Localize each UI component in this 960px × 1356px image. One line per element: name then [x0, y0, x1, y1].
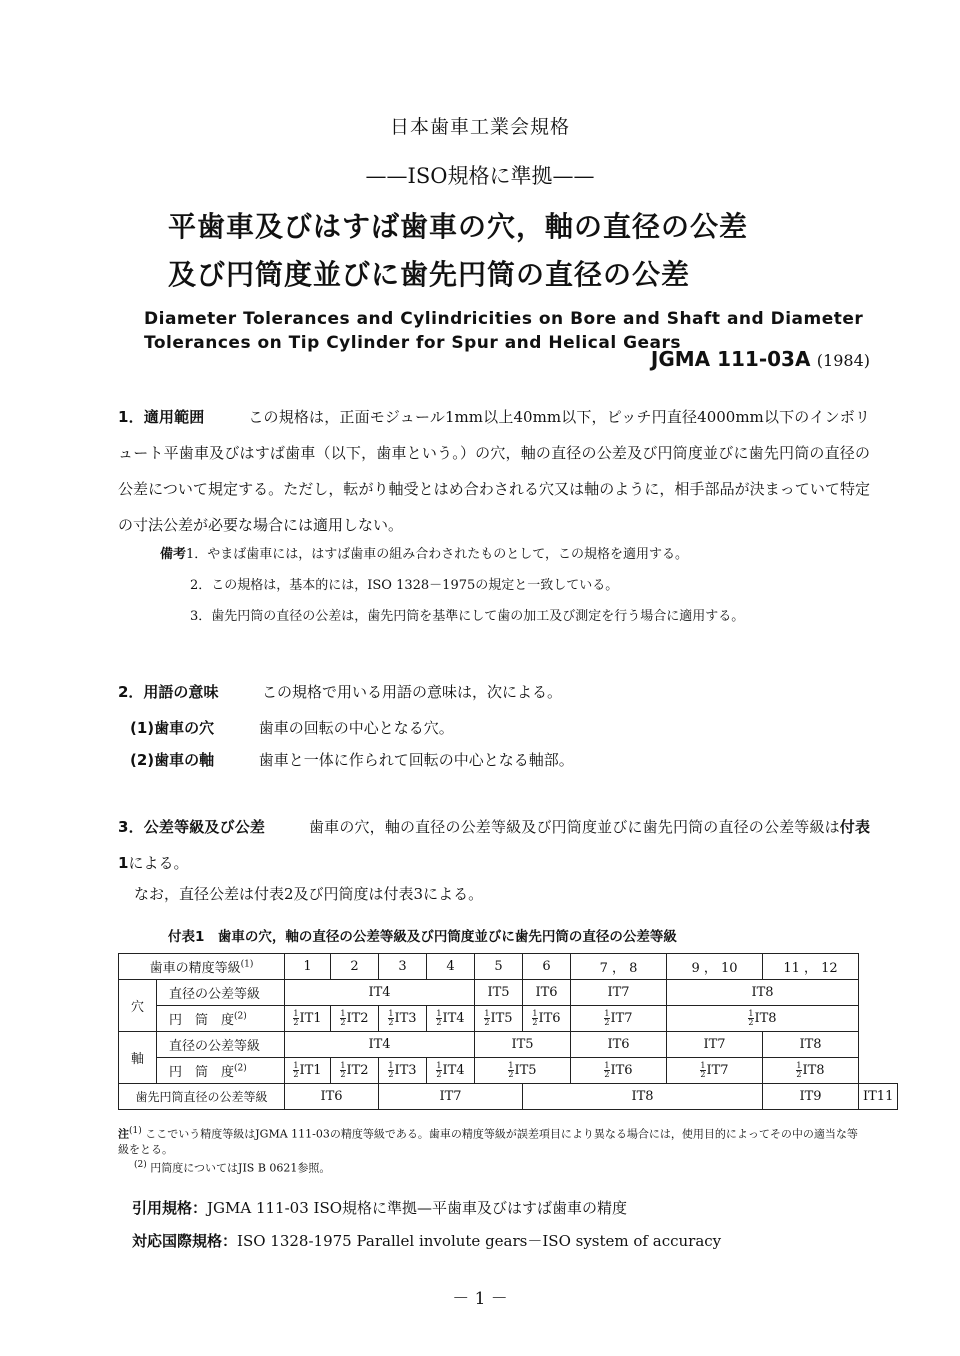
table-cell: $\frac{1}{2}$ IT6	[523, 1006, 571, 1032]
tolerance-table	[118, 953, 898, 1110]
section-3-heading: 3．公差等級及び公差	[118, 818, 266, 836]
document-number	[651, 347, 870, 371]
grade-cell: 3	[379, 954, 427, 980]
section-1-note-1	[160, 543, 688, 562]
table-cell: $\frac{1}{2}$ IT3	[379, 1006, 427, 1032]
table-cell: IT6	[571, 1032, 667, 1058]
international-standard-label: 対応国際規格：	[132, 1232, 238, 1250]
table-cell: $\frac{1}{2}$ IT1	[285, 1006, 331, 1032]
footnote-2-text: 円筒度についてはJIS B 0621参照。	[150, 1161, 331, 1175]
table-cell: $\frac{1}{2}$ IT8	[667, 1006, 859, 1032]
term-2	[130, 749, 574, 770]
grade-cell: 6	[523, 954, 571, 980]
table-cell: $\frac{1}{2}$ IT4	[427, 1006, 475, 1032]
footnote-1: 注$^{(1)}$ ここでいう精度等級はJGMA 111-03の精度等級である。歯車の精度等級が誤差項目により異なる場合には，使用目的によってその中の適当な等級をとる。	[118, 1126, 858, 1156]
table-cell: IT4	[285, 1032, 475, 1058]
section-3-text-2: なお，直径公差は付表2及び円筒度は付表3による。	[134, 885, 484, 903]
grade-cell: 9 ， 10	[667, 954, 763, 980]
table-cell: $\frac{1}{2}$ IT7	[571, 1006, 667, 1032]
table-cell: $\frac{1}{2}$ IT2	[331, 1006, 379, 1032]
footnote-2: $^{(2)}$ 円筒度についてはJIS B 0621参照。	[134, 1160, 331, 1175]
diameter-label: 直径の公差等級	[157, 980, 285, 1006]
grade-cell: 2	[331, 954, 379, 980]
cited-standards	[132, 1197, 627, 1218]
table-cell: IT7	[379, 1084, 523, 1110]
tip-label: 歯先円筒直径の公差等級	[119, 1084, 285, 1110]
section-1-note-2: 2．この規格は，基本的には，ISO 1328－1975の規定と一致している。	[190, 578, 619, 593]
notes-label: 備考	[160, 547, 187, 562]
table-cell: $\frac{1}{2}$ IT1	[285, 1058, 331, 1084]
title-english-line-1: Diameter Tolerances and Cylindricities on Bore and Shaft and Diameter	[144, 309, 864, 329]
international-standard-text: ISO 1328-1975 Parallel involute gears－ISO system of accuracy	[237, 1232, 722, 1250]
table-cell: $\frac{1}{2}$ IT8	[763, 1058, 859, 1084]
title-japanese-line-1: 平歯車及びはすば歯車の穴，軸の直径の公差	[168, 210, 749, 243]
title-english-line-2: Tolerances on Tip Cylinder for Spur and Helical Gears	[144, 333, 682, 353]
cylindricity-label: 円 筒 度$^{(2)}$	[157, 1006, 285, 1032]
organization-name: 日本歯車工業会規格	[389, 116, 570, 138]
table-cell: IT4	[285, 980, 475, 1006]
section-1-note-3: 3．歯先円筒の直径の公差は，歯先円筒を基準にして歯の加工及び測定を行う場合に適用する。	[190, 609, 745, 624]
term-2-label: (2)歯車の軸	[130, 751, 215, 769]
hole-diameter-row	[119, 980, 898, 1006]
table-cell: $\frac{1}{2}$ IT7	[667, 1058, 763, 1084]
table-cell: IT5	[475, 1032, 571, 1058]
grade-cell: 7 ， 8	[571, 954, 667, 980]
table-cell: IT8	[667, 980, 859, 1006]
term-2-definition: 歯車と一体に作られて回転の中心となる軸部。	[258, 751, 574, 769]
section-2-heading: 2．用語の意味	[118, 683, 219, 701]
diameter-label: 直径の公差等級	[157, 1032, 285, 1058]
table-cell: $\frac{1}{2}$ IT4	[427, 1058, 475, 1084]
table-cell: $\frac{1}{2}$ IT5	[475, 1058, 571, 1084]
iso-compliance-line: ——ISO規格に準拠——	[365, 164, 595, 188]
footnote-1-text: ここでいう精度等級はJGMA 111-03の精度等級である。歯車の精度等級が誤差項目により異なる場合には，使用目的によってその中の適当な等級をとる。	[118, 1127, 858, 1156]
grade-cell: 11 ， 12	[763, 954, 859, 980]
grade-cell: 4	[427, 954, 475, 980]
title-japanese-line-2: 及び円筒度並びに歯先円筒の直径の公差	[168, 258, 691, 291]
note-text: 1．やまば歯車には，はすば歯車の組み合わされたものとして，この規格を適用する。	[186, 547, 689, 562]
table-reference: 付表1	[118, 818, 870, 872]
table-header-row	[119, 954, 898, 980]
table-cell: IT7	[667, 1032, 763, 1058]
footnote-label: 注	[118, 1127, 129, 1141]
shaft-cylindricity-row	[119, 1058, 898, 1084]
shaft-diameter-row	[119, 1032, 898, 1058]
shaft-label: 軸	[119, 1032, 157, 1084]
hole-cylindricity-row	[119, 1006, 898, 1032]
table-cell: IT9	[763, 1084, 859, 1110]
term-1	[130, 717, 454, 738]
table-cell: $\frac{1}{2}$ IT5	[475, 1006, 523, 1032]
document-year: (1984)	[816, 351, 870, 370]
hole-label: 穴	[119, 980, 157, 1032]
table-cell: IT6	[285, 1084, 379, 1110]
page-number: － 1 －	[452, 1289, 508, 1309]
cited-standards-text: JGMA 111-03 ISO規格に準拠—平歯車及びはすば歯車の精度	[207, 1199, 628, 1217]
cited-standards-label: 引用規格：	[132, 1199, 208, 1217]
tip-diameter-row	[119, 1084, 898, 1110]
section-1	[118, 399, 870, 543]
cylindricity-label: 円 筒 度$^{(2)}$	[157, 1058, 285, 1084]
table-cell: IT6	[523, 980, 571, 1006]
table-cell: $\frac{1}{2}$ IT2	[331, 1058, 379, 1084]
table-cell: IT11	[859, 1084, 898, 1110]
table-cell: IT7	[571, 980, 667, 1006]
section-2	[118, 674, 870, 710]
term-1-definition: 歯車の回転の中心となる穴。	[258, 719, 454, 737]
table-cell: IT5	[475, 980, 523, 1006]
table-cell: $\frac{1}{2}$ IT6	[571, 1058, 667, 1084]
table-cell: IT8	[523, 1084, 763, 1110]
international-standard	[132, 1230, 721, 1251]
section-2-text: この規格で用いる用語の意味は，次による。	[262, 683, 563, 701]
section-1-heading: 1．適用範囲	[118, 408, 205, 426]
grade-header: 歯車の精度等級$^{(1)}$	[119, 954, 285, 980]
section-3	[118, 809, 870, 881]
section-3-text: 歯車の穴，軸の直径の公差等級及び円筒度並びに歯先円筒の直径の公差等級は	[308, 818, 840, 836]
term-1-label: (1)歯車の穴	[130, 719, 215, 737]
section-3-text-end: による。	[128, 854, 189, 872]
document-code: JGMA 111-03A	[650, 347, 811, 371]
table-caption: 付表1 歯車の穴，軸の直径の公差等級及び円筒度並びに歯先円筒の直径の公差等級	[168, 929, 677, 945]
table-cell: $\frac{1}{2}$ IT3	[379, 1058, 427, 1084]
table-cell: IT8	[763, 1032, 859, 1058]
grade-cell: 1	[285, 954, 331, 980]
section-1-text: この規格は，正面モジュール1mm以上40mm以下，ピッチ円直径4000mm以下のインボリュート平歯車及びはすば歯車（以下，歯車という。）の穴，軸の直径の公差及び円筒度並びに歯先円筒の直径の公差について規定する。ただし，転がり軸受とはめ合わされる穴又は軸のように，相手部品が決まっていて特定の寸法公差が必要な場合には適用しない。	[118, 408, 870, 534]
grade-cell: 5	[475, 954, 523, 980]
